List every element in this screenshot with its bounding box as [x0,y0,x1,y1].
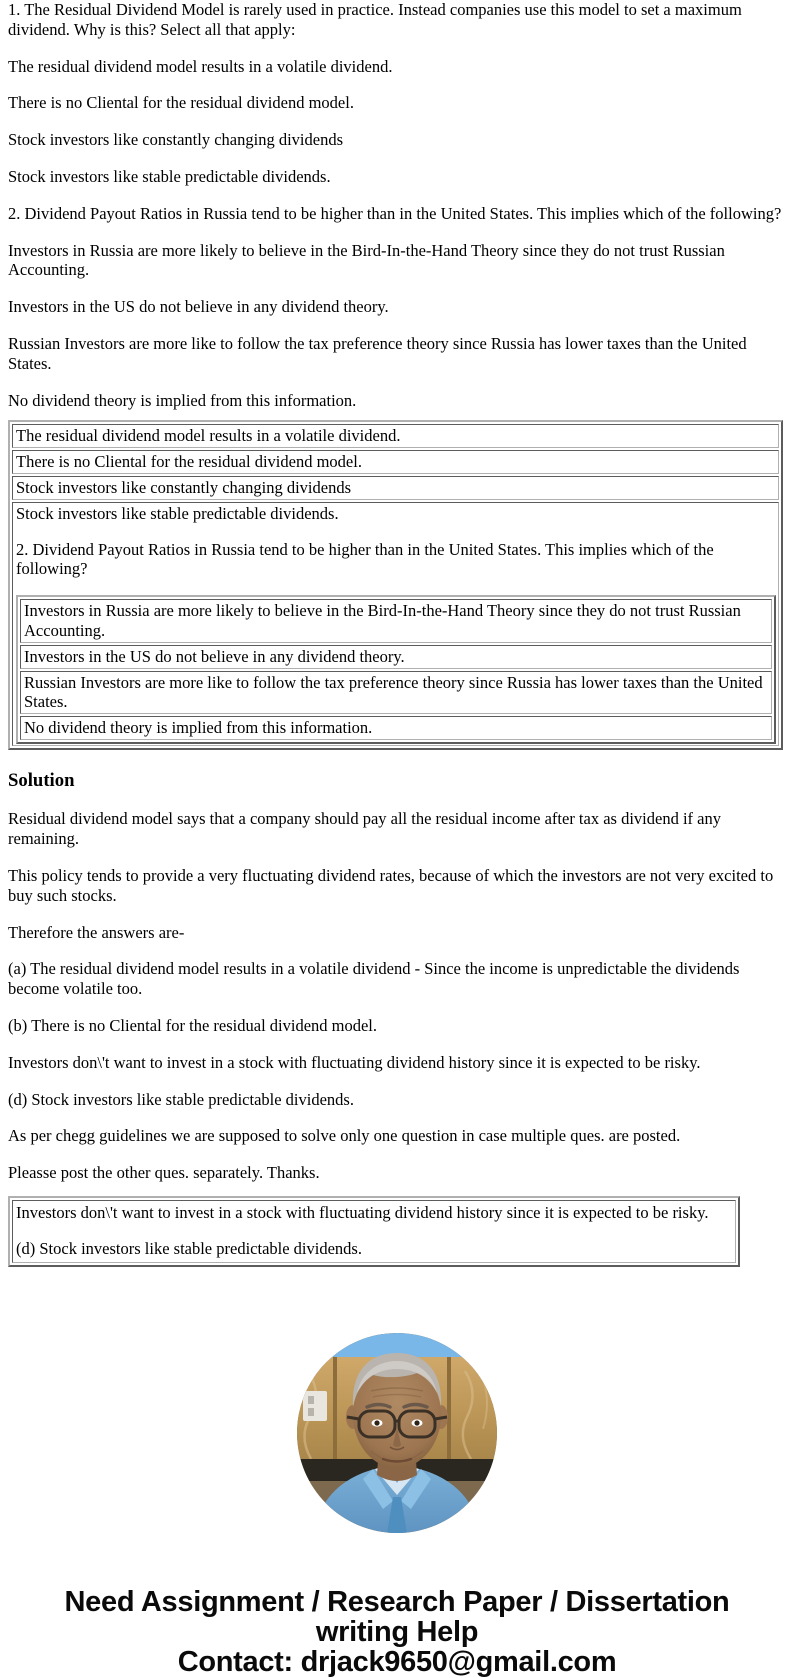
solution-paragraph-9: Pleasse post the other ques. separately. Thanks. [8,1163,320,1183]
table-row [20,671,772,715]
final-answer-table [8,1196,740,1267]
promo-line-1: Need Assignment / Research Paper / Dissertation [64,1585,730,1618]
table-row [12,502,779,746]
question-1-option-1: The residual dividend model results in a volatile dividend. [8,56,393,76]
solution-paragraph-2: This policy tends to provide a very fluctuating dividend rates, because of which the investors are not very excited to buy such stocks. [8,865,774,905]
spacer [0,76,794,93]
spacer [0,1146,794,1163]
profile-photo-of-man-with-glasses-icon [297,1333,497,1533]
nested-option-text: No dividend theory is implied from this information. [24,718,373,738]
spacer [0,374,794,391]
spacer [0,40,794,57]
question-1-option-3: Stock investors like constantly changing dividends [8,130,343,150]
solution-paragraph-8: As per chegg guidelines we are supposed to solve only one question in case multiple ques. are posted. [8,1126,681,1146]
table-row [12,450,779,474]
promo-line-2: writing Help [315,1616,479,1649]
table-row [12,1200,736,1263]
spacer [0,750,794,770]
nested-option-cell[interactable] [20,645,772,669]
question-1-option-4: Stock investors like stable predictable dividends. [8,166,331,186]
spacer [0,317,794,334]
solution-paragraph-5: (b) There is no Cliental for the residual dividend model. [8,1015,378,1035]
question-2-option-2: Investors in the US do not believe in any dividend theory. [8,297,389,317]
spacer [0,150,794,167]
option-cell[interactable] [12,424,779,448]
nested-option-cell[interactable] [20,671,772,715]
spacer [0,187,794,204]
nested-question-prompt: 2. Dividend Payout Ratios in Russia tend to be higher than in the United States. This implies which of the following? [16,539,714,579]
solution-paragraph-4: (a) The residual dividend model results in a volatile dividend - Since the income is unpredictable the dividends become volatile too. [8,959,740,999]
avatar [297,1333,497,1533]
answer-line-1: Investors don\'t want to invest in a stock with fluctuating dividend history since it is expected to be risky. [16,1202,709,1222]
nested-option-text: Investors in Russia are more likely to believe in the Bird-In-the-Hand Theory since they do not trust Russian Accounting. [24,601,741,640]
question-2-option-1: Investors in Russia are more likely to believe in the Bird-In-the-Hand Theory since they do not trust Russian Accounting. [8,240,725,280]
nested-options-table [16,595,776,744]
solution-paragraph-6: Investors don\'t want to invest in a stock with fluctuating dividend history since it is expected to be risky. [8,1052,701,1072]
solution-heading: Solution [8,769,75,791]
question-2-prompt: 2. Dividend Payout Ratios in Russia tend to be higher than in the United States. This implies which of the following? [8,203,782,223]
question-2-option-3: Russian Investors are more like to follow the tax preference theory since Russia has lower taxes than the United States. [8,333,747,373]
spacer [0,280,794,297]
solution-paragraph-3: Therefore the answers are- [8,922,185,942]
option-cell-with-nested-table [12,502,779,746]
nested-option-cell[interactable] [20,599,772,643]
spacer [0,113,794,130]
spacer [16,1223,732,1239]
table-row [12,476,779,500]
option-text: Stock investors like constantly changing dividends [16,477,351,497]
option-cell[interactable] [12,450,779,474]
spacer [16,579,776,595]
spacer [0,906,794,923]
nested-option-cell[interactable] [20,716,772,740]
option-text: There is no Cliental for the residual dividend model. [16,452,362,472]
solution-paragraph-7: (d) Stock investors like stable predictable dividends. [8,1089,354,1109]
spacer [0,999,794,1016]
spacer [0,1109,794,1126]
answer-cell[interactable] [12,1200,736,1263]
profile-photo-container [0,1333,794,1537]
spacer [0,942,794,959]
answer-line-2: (d) Stock investors like stable predictable dividends. [16,1238,362,1258]
option-text: Stock investors like stable predictable dividends. [16,503,339,523]
spacer [0,1073,794,1090]
nested-option-text: Investors in the US do not believe in any dividend theory. [24,646,405,666]
nested-option-text: Russian Investors are more like to follow the tax preference theory since Russia has lower taxes than the United States. [24,672,763,712]
table-row [20,645,772,669]
question-1-prompt: 1. The Residual Dividend Model is rarely used in practice. Instead companies use this model to set a maximum dividend. Why is this? Select all that apply: [8,0,742,39]
table-row [12,424,779,448]
option-text: The residual dividend model results in a volatile dividend. [16,426,401,446]
question-1-option-2: There is no Cliental for the residual dividend model. [8,93,354,113]
question-options-table [8,420,783,750]
table-row [20,716,772,740]
option-cell[interactable] [12,476,779,500]
spacer [0,792,794,809]
spacer [16,524,776,540]
table-row [20,599,772,643]
question-2-option-4: No dividend theory is implied from this information. [8,390,357,410]
spacer [0,849,794,866]
solution-paragraph-1: Residual dividend model says that a company should pay all the residual income after tax as dividend if any remaining. [8,809,721,849]
promo-banner [0,1587,794,1677]
spacer [0,224,794,241]
promo-line-3: Contact: drjack9650@gmail.com [177,1646,617,1678]
spacer [0,1036,794,1053]
